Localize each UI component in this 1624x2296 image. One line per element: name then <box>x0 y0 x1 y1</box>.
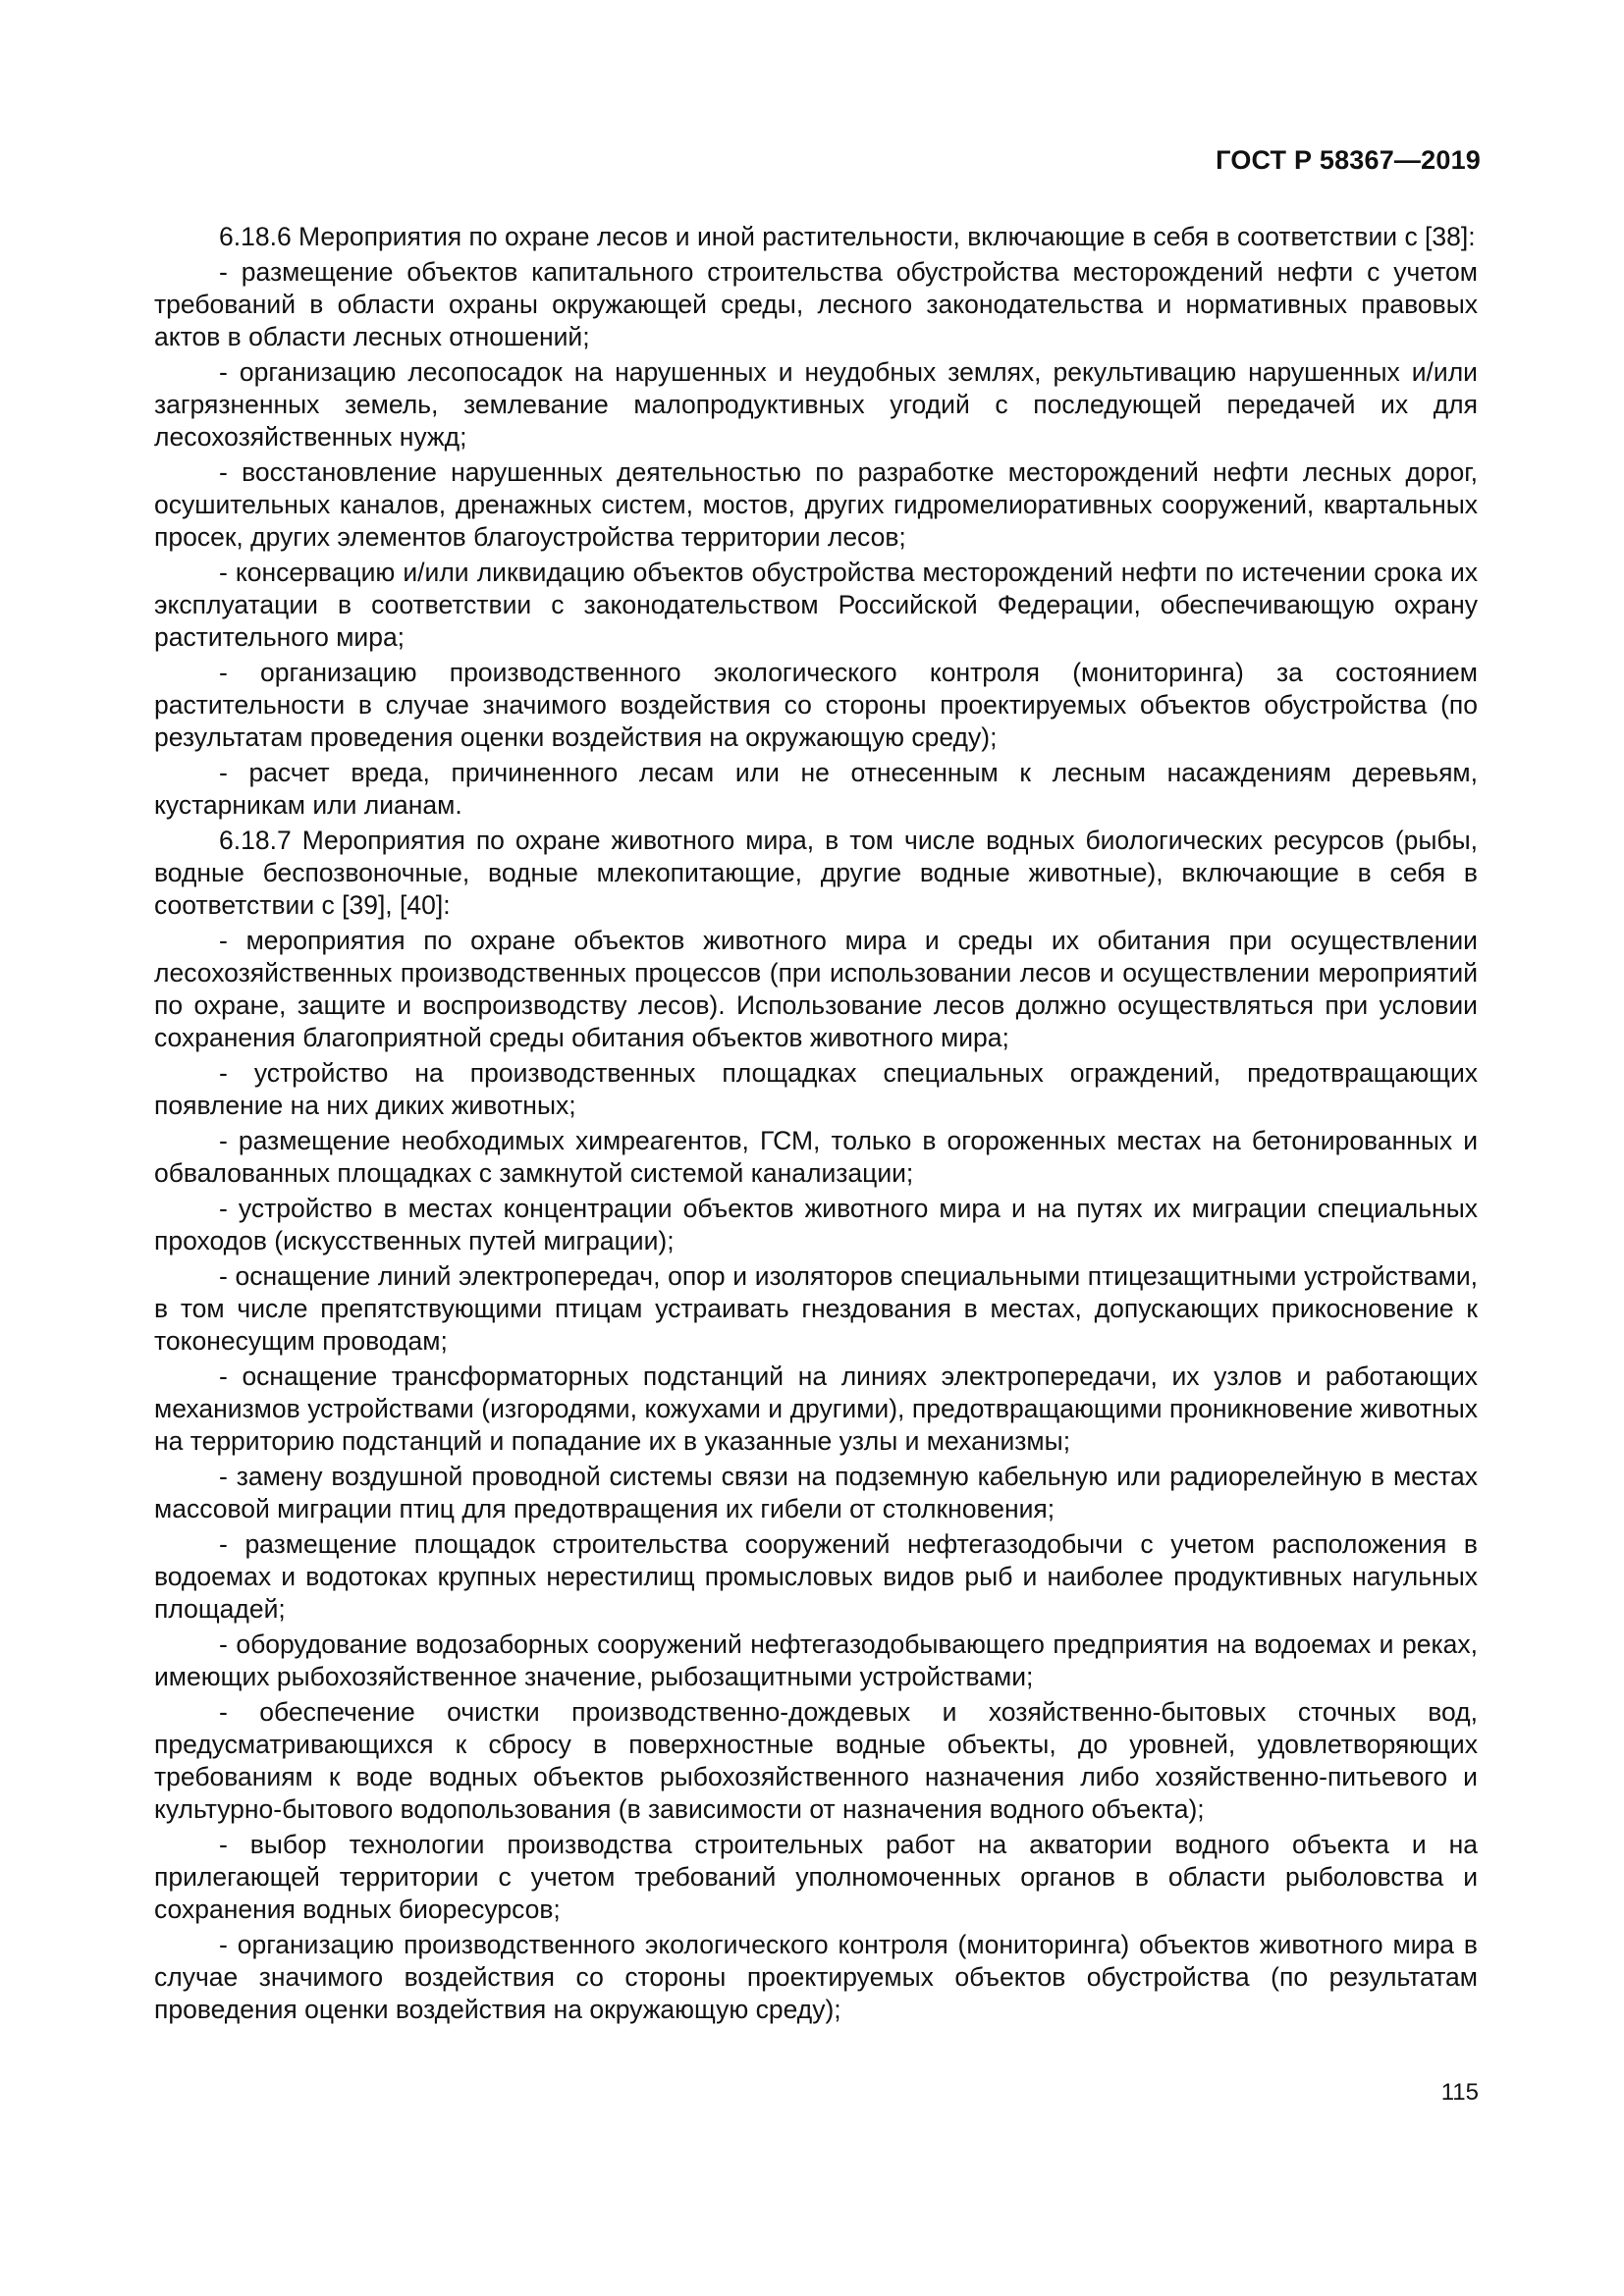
list-item: - обеспечение очистки производственно-дождевых и хозяйственно-бытовых сточных вод, предусматривающихся к сбросу в поверхностные водные объекты, до уровней, удовлетворяющих требованиям к воде водных объектов рыбохозяйственного назначения либо хозяйственно-питьевого и культурно-бытового водопользования (в зависимости от назначения водного объекта); <box>154 1697 1478 1824</box>
list-item: - консервацию и/или ликвидацию объектов обустройства месторождений нефти по истечении срока их эксплуатации в соответствии с законодательством Российской Федерации, обеспечивающую охрану растительного мира; <box>154 558 1478 652</box>
list-item: - размещение объектов капитального строительства обустройства месторождений нефти с учетом требований в области охраны окружающей среды, лесного законодательства и нормативных правовых актов в области лесных отношений; <box>154 257 1478 351</box>
list-item: - замену воздушной проводной системы связи на подземную кабельную или радиорелейную в местах массовой миграции птиц для предотвращения их гибели от столкновения; <box>154 1462 1478 1523</box>
list-item: - оснащение трансформаторных подстанций на линиях электропередачи, их узлов и работающих механизмов устройствами (изгородями, кожухами и другими), предотвращающими проникновение животных на территорию подстанций и попадание их в указанные узлы и механизмы; <box>154 1362 1478 1456</box>
list-item: - расчет вреда, причиненного лесам или не отнесенным к лесным насаждениям деревьям, кустарникам или лианам. <box>154 758 1478 820</box>
list-item: - мероприятия по охране объектов животного мира и среды их обитания при осуществлении лесохозяйственных производственных процессов (при использовании лесов и осуществлении мероприятий по охране, защите и воспроизводству лесов). Использование лесов должно осуществляться при условии сохранения благоприятной среды обитания объектов животного мира; <box>154 926 1478 1052</box>
document-body <box>154 221 1478 2029</box>
list-item: - выбор технологии производства строительных работ на акватории водного объекта и на прилегающей территории с учетом требований уполномоченных органов в области рыболовства и сохранения водных биоресурсов; <box>154 1830 1478 1924</box>
page-number: 115 <box>1440 2079 1479 2106</box>
list-item: - устройство в местах концентрации объектов животного мира и на путях их миграции специальных проходов (искусственных путей миграции); <box>154 1194 1478 1255</box>
list-item: - устройство на производственных площадках специальных ограждений, предотвращающих появление на них диких животных; <box>154 1058 1478 1120</box>
list-item: - размещение необходимых химреагентов, ГСМ, только в огороженных местах на бетонированных и обвалованных площадках с замкнутой системой канализации; <box>154 1126 1478 1188</box>
document-header-code: ГОСТ Р 58367—2019 <box>1216 145 1481 175</box>
list-item: - оборудование водозаборных сооружений нефтегазодобывающего предприятия на водоемах и реках, имеющих рыбохозяйственное значение, рыбозащитными устройствами; <box>154 1629 1478 1691</box>
list-item: - организацию производственного экологического контроля (мониторинга) объектов животного мира в случае значимого воздействия со стороны проектируемых объектов обустройства (по результатам проведения оценки воздействия на окружающую среду); <box>154 1930 1478 2024</box>
paragraph-6-18-7: 6.18.7 Мероприятия по охране животного мира, в том числе водных биологических ресурсов (рыбы, водные беспозвоночные, водные млекопитающие, другие водные животные), включающие в себя в соответствии с [39], [40]: <box>154 826 1478 920</box>
list-item: - размещение площадок строительства сооружений нефтегазодобычи с учетом расположения в водоемах и водотоках крупных нерестилищ промысловых видов рыб и наиболее продуктивных нагульных площадей; <box>154 1529 1478 1624</box>
list-item: - оснащение линий электропередач, опор и изоляторов специальными птицезащитными устройствами, в том числе препятствующими птицам устраивать гнездования в местах, допускающих прикосновение к токонесущим проводам; <box>154 1261 1478 1356</box>
list-item: - восстановление нарушенных деятельностью по разработке месторождений нефти лесных дорог, осушительных каналов, дренажных систем, мостов, других гидромелиоративных сооружений, квартальных просек, других элементов благоустройства территории лесов; <box>154 457 1478 552</box>
paragraph-6-18-6: 6.18.6 Мероприятия по охране лесов и иной растительности, включающие в себя в соответствии с [38]: <box>219 222 1476 251</box>
list-item: - организацию лесопосадок на нарушенных и неудобных землях, рекультивацию нарушенных и/или загрязненных земель, землевание малопродуктивных угодий с последующей передачей их для лесохозяйственных нужд; <box>154 357 1478 452</box>
list-item: - организацию производственного экологического контроля (мониторинга) за состоянием растительности в случае значимого воздействия со стороны проектируемых объектов обустройства (по результатам проведения оценки воздействия на окружающую среду); <box>154 658 1478 752</box>
